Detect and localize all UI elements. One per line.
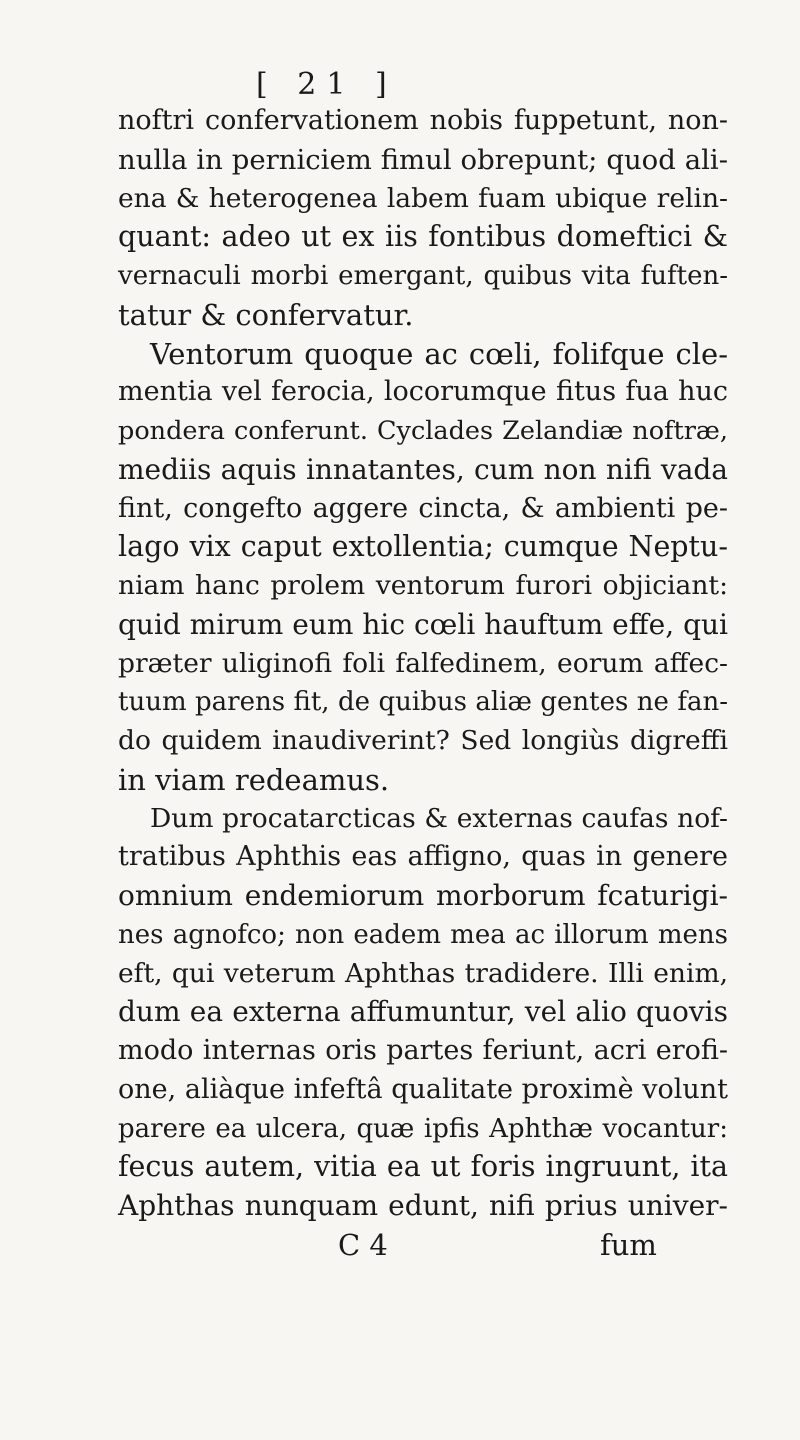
text-line: niam hanc prolem ventorum furori objiciant: — [118, 570, 728, 601]
text-line: in viam redeamus. — [118, 762, 390, 797]
text-line: mentia vel ferocia, locorumque fitus fua huc — [118, 376, 728, 408]
text-line: fint, congefto aggere cincta, & ambienti pe- — [118, 492, 728, 524]
text-line: præter uliginofi foli falfedinem, eorum affec- — [118, 647, 728, 679]
text-line: mediis aquis innatantes, cum non nifi vada — [118, 452, 728, 486]
text-line: Ventorum quoque ac cœli, folifque cle- — [150, 336, 728, 371]
text-line: parere ea ulcera, quæ ipfis Aphthæ vocantur: — [118, 1113, 728, 1144]
text-line: quid mirum eum hic cœli hauftum effe, qui — [118, 607, 728, 641]
text-line: noftri confervationem nobis fuppetunt, non- — [118, 105, 728, 136]
page-number: [ 21 ] — [256, 67, 397, 102]
text-line: nes agnofco; non eadem mea ac illorum mens — [118, 919, 728, 950]
text-line: fecus autem, vitia ea ut foris ingruunt, ita — [118, 1150, 728, 1184]
text-line: ena & heterogenea labem fuam ubique relin- — [118, 182, 728, 214]
text-line: pondera conferunt. Cyclades Zelandiæ noftræ, — [118, 416, 728, 446]
catchword: fum — [600, 1228, 657, 1262]
text-line: Dum procatarcticas & externas caufas nof- — [150, 802, 728, 834]
text-line: lago vix caput extollentia; cumque Neptu- — [118, 530, 728, 564]
text-line: Aphthas nunquam edunt, nifi prius univer- — [118, 1189, 728, 1222]
text-line: omnium endemiorum morborum fcaturigi- — [118, 879, 728, 912]
text-line: one, aliàque infeftâ qualitate proximè volunt — [118, 1073, 728, 1105]
text-line: tatur & confervatur. — [118, 297, 414, 332]
text-line: quant: adeo ut ex iis fontibus domeftici & — [118, 220, 728, 254]
text-line: vernaculi morbi emergant, quibus vita fuften- — [118, 261, 728, 291]
body-text — [118, 102, 728, 1226]
text-line: do quidem inaudiverint? Sed longiùs digreffi — [118, 725, 728, 756]
signature-mark: C 4 — [338, 1228, 388, 1262]
text-line: nulla in perniciem fimul obrepunt; quod ali- — [118, 143, 728, 176]
text-line: tratibus Aphthis eas affigno, quas in genere — [118, 841, 728, 873]
text-line: modo internas oris partes feriunt, acri erofi- — [118, 1035, 728, 1066]
text-line: tuum parens fit, de quibus aliæ gentes ne fan- — [118, 687, 728, 718]
text-line: dum ea externa affumuntur, vel alio quovis — [118, 995, 728, 1029]
text-line: eft, qui veterum Aphthas tradidere. Illi enim, — [118, 957, 728, 989]
